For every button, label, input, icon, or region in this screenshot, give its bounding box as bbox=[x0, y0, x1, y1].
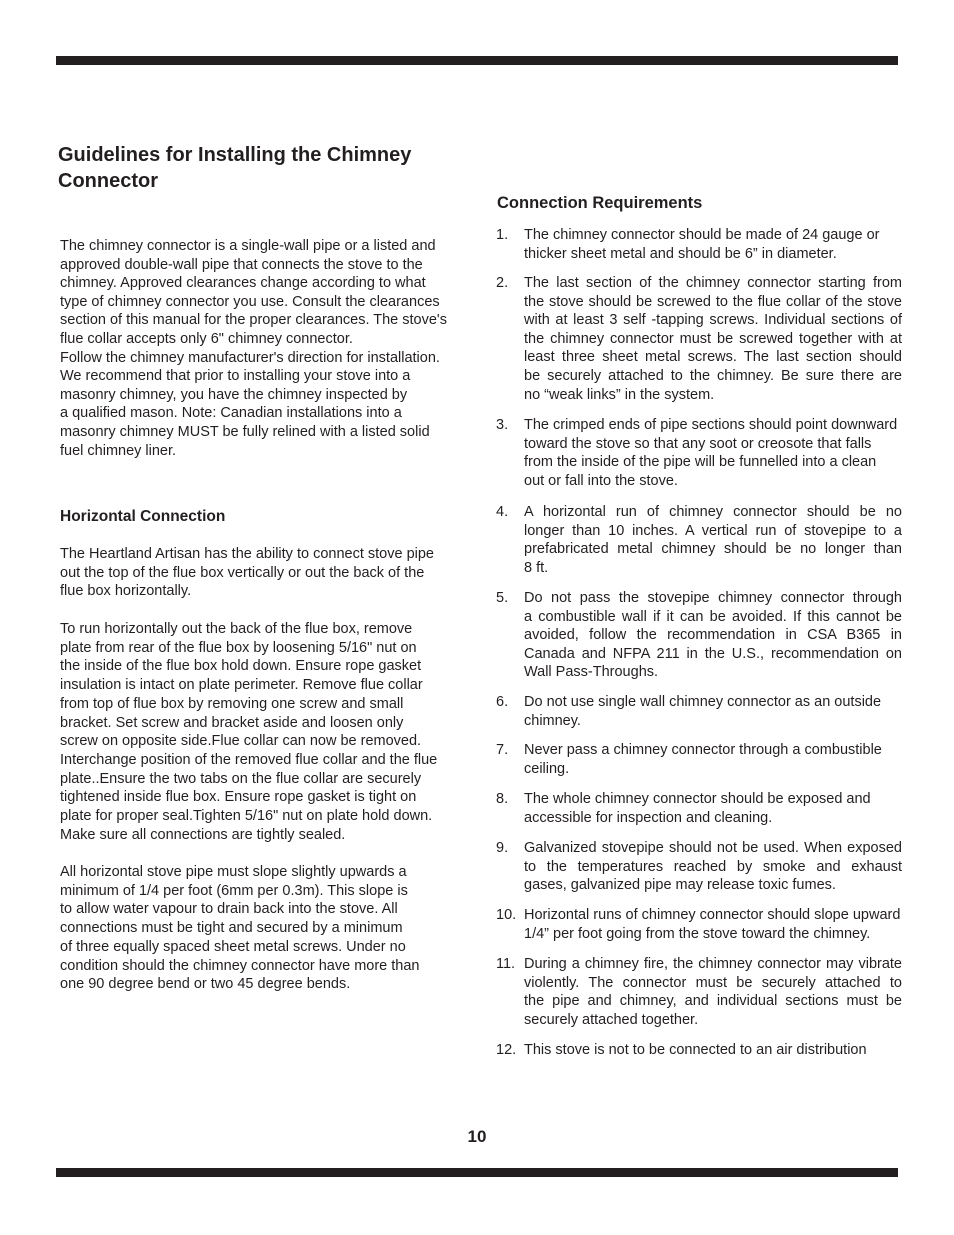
intro-line: masonry chimney MUST be fully relined with a listed solid bbox=[60, 423, 430, 440]
requirement-item bbox=[496, 589, 904, 682]
requirement-text bbox=[524, 741, 902, 778]
requirement-text-line: least three sheet metal screws. The last section should bbox=[524, 349, 902, 366]
horizontal-paragraph-1 bbox=[60, 545, 480, 601]
intro-line: masonry chimney, you have the chimney inspected by bbox=[60, 386, 408, 403]
requirement-number: 10. bbox=[496, 907, 517, 923]
page-title-line-2: Connector bbox=[58, 170, 158, 192]
requirement-number: 11. bbox=[496, 956, 516, 972]
intro-line: fuel chimney liner. bbox=[60, 442, 177, 459]
requirement-text-line: thicker sheet metal and should be 6” in diameter. bbox=[524, 245, 837, 262]
requirement-text-line: Horizontal runs of chimney connector should slope upward bbox=[524, 907, 901, 923]
p1-line: The Heartland Artisan has the ability to connect stove pipe bbox=[60, 546, 434, 562]
requirement-text-line: Galvanized stovepipe should not be used. When exposed bbox=[524, 840, 902, 856]
requirement-text-line: ceiling. bbox=[524, 760, 570, 777]
requirement-text-line: Do not pass the stovepipe chimney connector through bbox=[524, 590, 902, 606]
requirement-number: 5. bbox=[496, 590, 509, 606]
p2-line: the inside of the flue box hold down. Ensure rope gasket bbox=[60, 658, 422, 675]
p2-line: plate for proper seal.Tighten 5/16" nut on plate hold down. bbox=[60, 808, 433, 825]
requirement-text-line: the pipe and chimney, and individual sections must be bbox=[524, 993, 902, 1010]
page-number: 10 bbox=[467, 1127, 487, 1146]
requirement-text-line: be securely attached to the chimney. Be sure there are bbox=[524, 367, 902, 384]
requirement-text-line: 1/4” per foot going from the stove toward the chimney. bbox=[524, 925, 871, 942]
p2-line: Interchange position of the removed flue collar and the flue bbox=[60, 751, 438, 768]
requirement-text-line: from the inside of the pipe will be funnelled into a clean bbox=[524, 454, 877, 471]
requirement-text bbox=[524, 790, 902, 827]
requirement-item bbox=[496, 416, 904, 490]
intro-paragraph bbox=[60, 237, 480, 460]
intro-line: approved double-wall pipe that connects the stove to the bbox=[60, 256, 423, 273]
requirement-text-line: 8 ft. bbox=[524, 559, 549, 576]
requirement-item bbox=[496, 790, 904, 827]
requirement-item bbox=[496, 274, 904, 404]
p3-line: connections must be tight and secured by a minimum bbox=[60, 920, 403, 937]
intro-line: type of chimney connector you use. Consult the clearances bbox=[60, 293, 440, 310]
requirement-text bbox=[524, 589, 902, 682]
p1-line: out the top of the flue box vertically or out the back of the bbox=[60, 564, 425, 581]
requirement-number: 2. bbox=[496, 275, 509, 291]
requirement-text-line: Never pass a chimney connector through a combustible bbox=[524, 742, 882, 758]
requirement-text-line: avoided, follow the recommendation in CSA B365 in bbox=[524, 627, 902, 644]
requirement-text-line: gases, galvanized pipe may release toxic fumes. bbox=[524, 877, 836, 894]
requirement-number: 1. bbox=[496, 227, 509, 243]
requirement-item bbox=[496, 693, 904, 730]
requirement-text-line: chimney. bbox=[524, 712, 581, 729]
requirement-text bbox=[524, 503, 902, 577]
requirement-item bbox=[496, 906, 904, 943]
p2-line: plate..Ensure the two tabs on the flue collar are securely bbox=[60, 770, 422, 787]
top-rule bbox=[56, 56, 898, 65]
requirement-text bbox=[524, 226, 902, 263]
requirement-text-line: accessible for inspection and cleaning. bbox=[524, 809, 773, 826]
requirement-text-line: with at least 3 self -tapping screws. Individual sections of bbox=[524, 312, 902, 329]
p2-line: bracket. Set screw and bracket aside and loosen only bbox=[60, 714, 404, 731]
p2-line: screw on opposite side.Flue collar can now be removed. bbox=[60, 733, 422, 750]
requirement-text-line: Canada and NFPA 211 in the U.S., recommendation on bbox=[524, 645, 902, 662]
requirement-text bbox=[524, 274, 902, 404]
requirement-text-line: violently. The connector must be securely attached to bbox=[524, 974, 902, 991]
requirement-item bbox=[496, 955, 904, 1029]
requirement-text bbox=[524, 693, 902, 730]
page-title-line-1: Guidelines for Installing the Chimney bbox=[58, 144, 412, 166]
requirement-text-line: a combustible wall if it can be avoided. If this cannot be bbox=[524, 608, 902, 625]
requirement-text-line: no “weak links” in the system. bbox=[524, 386, 715, 403]
requirement-text-line: Do not use single wall chimney connector as an outside bbox=[524, 694, 882, 710]
requirement-text-line: The last section of the chimney connector starting from bbox=[524, 275, 902, 291]
requirement-text bbox=[524, 1041, 902, 1060]
p2-line: insulation is intact on plate perimeter. Remove flue collar bbox=[60, 677, 423, 694]
requirement-text-line: This stove is not to be connected to an air distribution bbox=[524, 1042, 867, 1058]
requirement-number: 3. bbox=[496, 417, 509, 433]
requirement-text bbox=[524, 839, 902, 895]
p3-line: condition should the chimney connector have more than bbox=[60, 957, 420, 974]
horizontal-paragraph-3 bbox=[60, 863, 480, 994]
requirement-text-line: A horizontal run of chimney connector should be no bbox=[524, 504, 902, 520]
page-title bbox=[58, 142, 478, 194]
requirement-item bbox=[496, 503, 904, 577]
requirement-item bbox=[496, 226, 904, 263]
p3-line: to allow water vapour to drain back into the stove. All bbox=[60, 901, 398, 918]
requirement-number: 8. bbox=[496, 791, 509, 807]
requirement-text-line: During a chimney fire, the chimney connector may vibrate bbox=[524, 956, 902, 972]
requirement-number: 7. bbox=[496, 742, 509, 758]
bottom-rule bbox=[56, 1168, 898, 1177]
requirement-text-line: securely attached together. bbox=[524, 1011, 699, 1028]
p3-line: of three equally spaced sheet metal screws. Under no bbox=[60, 938, 406, 955]
requirement-text bbox=[524, 906, 902, 943]
intro-line: flue collar accepts only 6" chimney connector. bbox=[60, 330, 353, 347]
p2-line: Make sure all connections are tightly sealed. bbox=[60, 826, 346, 843]
requirement-number: 12. bbox=[496, 1042, 517, 1058]
intro-line: The chimney connector is a single-wall pipe or a listed and bbox=[60, 238, 436, 254]
intro-line: chimney. Approved clearances change according to what bbox=[60, 275, 426, 292]
requirement-item bbox=[496, 1041, 904, 1060]
requirement-number: 6. bbox=[496, 694, 509, 710]
requirement-text-line: out or fall into the stove. bbox=[524, 472, 678, 489]
p3-line: one 90 degree bend or two 45 degree bends. bbox=[60, 976, 351, 993]
horizontal-connection-heading: Horizontal Connection bbox=[60, 508, 226, 525]
requirement-text bbox=[524, 955, 902, 1029]
p2-line: To run horizontally out the back of the flue box, remove bbox=[60, 621, 413, 637]
p1-line: flue box horizontally. bbox=[60, 583, 192, 600]
requirement-text-line: The crimped ends of pipe sections should point downward bbox=[524, 417, 898, 433]
requirement-text-line: longer than 10 inches. A vertical run of stovepipe to a bbox=[524, 522, 902, 539]
requirement-number: 9. bbox=[496, 840, 509, 856]
requirement-text-line: the stove should be screwed to the flue collar of the stove bbox=[524, 293, 902, 310]
intro-line: We recommend that prior to installing your stove into a bbox=[60, 368, 411, 385]
p2-line: from top of flue box by removing one screw and small bbox=[60, 695, 404, 712]
requirement-text-line: the chimney connector must be screwed together with at bbox=[524, 330, 902, 347]
p3-line: minimum of 1/4 per foot (6mm per 0.3m). This slope is bbox=[60, 882, 408, 899]
requirement-text bbox=[524, 416, 902, 490]
p3-line: All horizontal stove pipe must slope slightly upwards a bbox=[60, 864, 407, 880]
requirement-number: 4. bbox=[496, 504, 509, 520]
intro-line: section of this manual for the proper clearances. The stove's bbox=[60, 312, 447, 329]
connection-requirements-heading: Connection Requirements bbox=[497, 194, 703, 212]
p2-line: plate from rear of the flue box by loosening 5/16" nut on bbox=[60, 639, 417, 656]
requirement-text-line: The chimney connector should be made of 24 gauge or bbox=[524, 227, 880, 243]
intro-line: a qualified mason. Note: Canadian installations into a bbox=[60, 405, 402, 422]
intro-line: Follow the chimney manufacturer's direction for installation. bbox=[60, 349, 440, 366]
requirement-text-line: prefabricated metal chimney should be no longer than bbox=[524, 541, 902, 558]
requirement-text-line: Wall Pass-Throughs. bbox=[524, 664, 659, 681]
requirement-text-line: to the temperatures reached by smoke and exhaust bbox=[524, 858, 902, 875]
p2-line: tightened inside flue box. Ensure rope gasket is tight on bbox=[60, 789, 417, 806]
horizontal-paragraph-2 bbox=[60, 620, 480, 844]
requirement-item bbox=[496, 839, 904, 895]
requirement-text-line: The whole chimney connector should be exposed and bbox=[524, 791, 871, 807]
requirement-item bbox=[496, 741, 904, 778]
requirement-text-line: toward the stove so that any soot or creosote that falls bbox=[524, 435, 872, 452]
